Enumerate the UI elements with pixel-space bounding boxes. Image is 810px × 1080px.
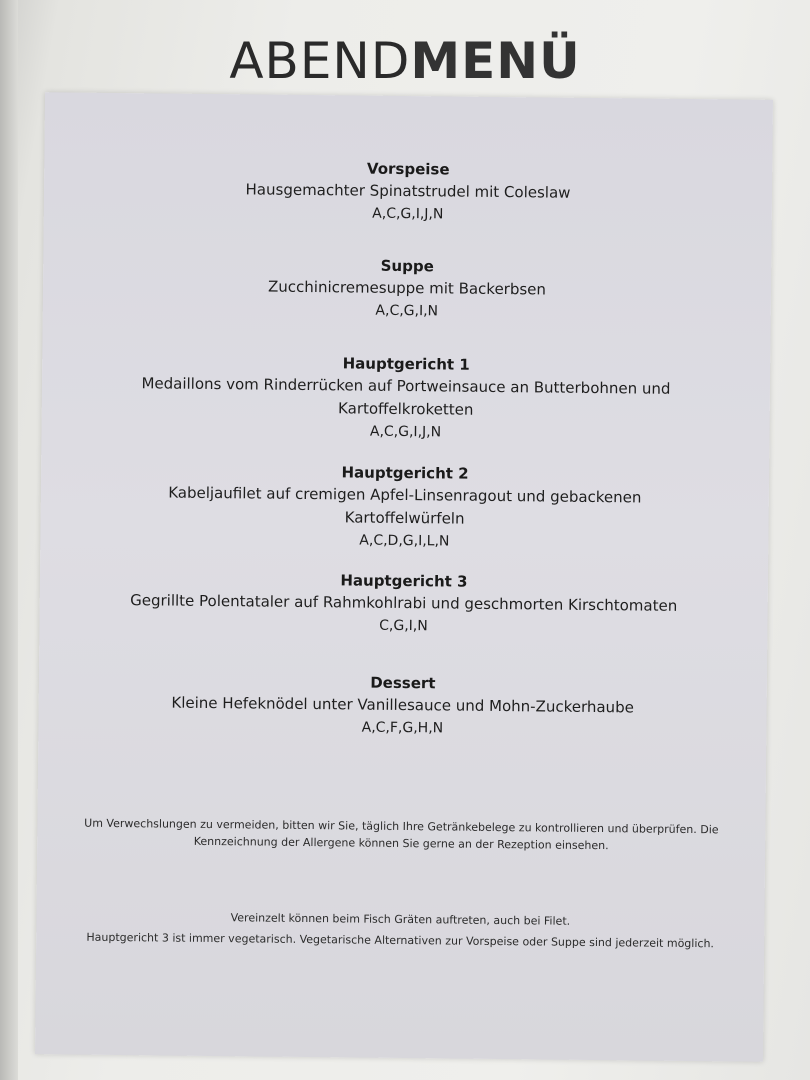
- course-description: Kabeljaufilet auf cremigen Apfel-Linsenragout und gebackenen Kartoffelwürfeln: [168, 483, 642, 528]
- note-vegetarian: Hauptgericht 3 ist immer vegetarisch. Vegetarische Alternativen zur Vorspeise oder Suppe sind jederzeit möglich.: [86, 930, 715, 951]
- course-description: Kleine Hefeknödel unter Vanillesauce und Mohn-Zuckerhaube: [171, 693, 634, 717]
- header-title-light: ABEND: [229, 32, 411, 90]
- course-allergens: A,C,D,G,I,L,N: [359, 532, 450, 550]
- course-hauptgericht-1: [41, 349, 770, 447]
- course-title: Dessert: [370, 673, 436, 693]
- course-suppe: [43, 251, 772, 326]
- course-hauptgericht-2: [40, 458, 769, 556]
- course-allergens: A,C,G,I,J,N: [372, 205, 444, 223]
- course-allergens: A,C,F,G,H,N: [361, 719, 444, 737]
- course-hauptgericht-3: [39, 566, 768, 641]
- course-title: Vorspeise: [366, 159, 450, 179]
- course-allergens: A,C,G,I,J,N: [369, 423, 442, 441]
- note-fish: Vereinzelt können beim Fisch Gräten auftreten, auch bei Filet.: [230, 911, 571, 928]
- course-description: Gegrillte Polentataler auf Rahmkohlrabi und geschmorten Kirschtomaten: [130, 591, 678, 615]
- header-title-bold: MENÜ: [410, 32, 581, 90]
- course-description: Medaillons vom Rinderrücken auf Portweinsauce an Butterbohnen und Kartoffelkroketten: [141, 374, 671, 419]
- page-edge: [0, 0, 18, 1080]
- note-receipts: Um Verwechslungen zu vermeiden, bitten wir Sie, täglich Ihre Getränkebelege zu kontrollieren und überprüfen. Die Kennzeichnung der Allergene können Sie gerne an der Rezeption einsehen.: [84, 816, 719, 853]
- course-description: Hausgemachter Spinatstrudel mit Coleslaw: [245, 180, 571, 202]
- course-description: Zucchinicremesuppe mit Backerbsen: [267, 277, 547, 299]
- course-title: Suppe: [380, 256, 434, 276]
- menu-sheet: [35, 92, 773, 1062]
- course-allergens: A,C,G,I,N: [375, 302, 439, 320]
- course-dessert: [38, 668, 767, 743]
- course-allergens: C,G,I,N: [379, 617, 428, 635]
- course-vorspeise: [44, 154, 773, 229]
- menu-header: [0, 28, 810, 94]
- course-title: Hauptgericht 2: [341, 463, 469, 483]
- course-title: Hauptgericht 1: [342, 354, 470, 374]
- course-title: Hauptgericht 3: [340, 571, 468, 591]
